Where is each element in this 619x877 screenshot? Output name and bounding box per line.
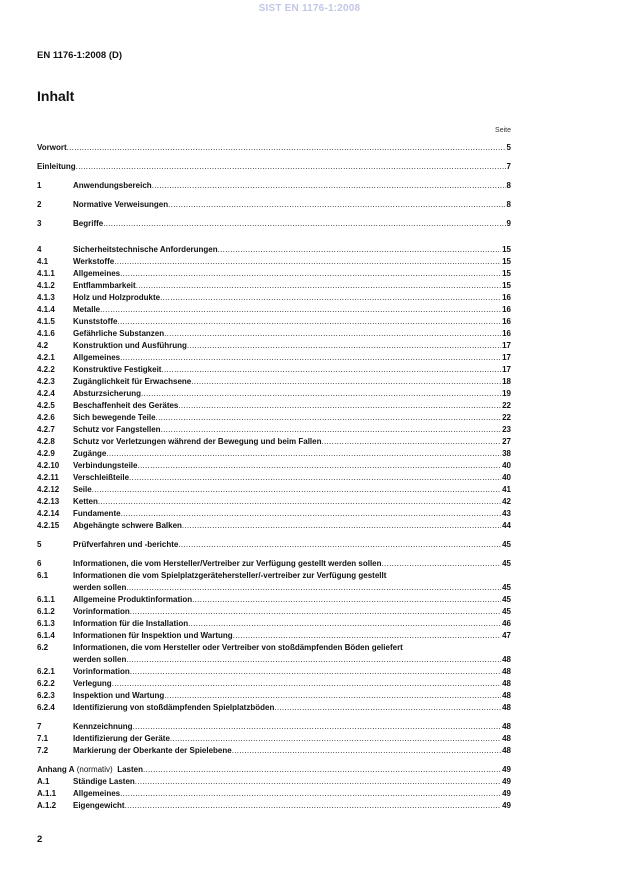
- dot-leader: [120, 788, 501, 800]
- page-number: 2: [37, 834, 43, 845]
- dot-leader: [143, 764, 501, 776]
- toc-entry-title: Zugänglichkeit für Erwachsene: [73, 377, 192, 386]
- toc-entry-title: Kunststoffe: [73, 317, 118, 326]
- toc-entry-title: Allgemeines: [73, 353, 121, 362]
- toc-entry-number: 4: [37, 245, 42, 254]
- toc-entry-number: 3: [37, 219, 42, 228]
- toc-entry[interactable]: [37, 642, 511, 654]
- toc-entry[interactable]: [37, 436, 511, 448]
- toc-entry-number: 4.2.1: [37, 353, 55, 362]
- toc-entry-page: 16: [502, 317, 511, 326]
- toc-entry-title: Gefährliche Substanzen: [73, 329, 165, 338]
- toc-entry-number: 4.1.6: [37, 329, 55, 338]
- dot-leader: [152, 180, 506, 199]
- dot-leader: [182, 520, 501, 532]
- dot-leader: [321, 436, 501, 448]
- toc-entry-page: 18: [502, 377, 511, 386]
- toc-entry-title: Allgemeines: [73, 269, 121, 278]
- toc-entry-title: Einleitung: [37, 162, 76, 171]
- toc-entry-number: 4.1.4: [37, 305, 55, 314]
- toc-entry-page: 49: [502, 801, 511, 810]
- dot-leader: [187, 340, 501, 352]
- toc-entry-title: Informationen, die vom Hersteller/Vertreiber zur Verfügung gestellt werden sollen: [73, 559, 382, 568]
- toc-entry-page: 48: [502, 703, 511, 712]
- dot-leader: [191, 376, 501, 388]
- toc-entry[interactable]: [37, 666, 511, 678]
- toc-entry-page: 41: [502, 485, 511, 494]
- toc-entry-page: 48: [502, 734, 511, 743]
- toc-entry-page: 48: [502, 722, 511, 731]
- toc-entry-number: 6.1.1: [37, 595, 55, 604]
- toc-entry[interactable]: [37, 340, 511, 352]
- toc-entry[interactable]: [37, 764, 511, 776]
- toc-entry-page: 45: [502, 583, 511, 592]
- toc-entry-page: 15: [502, 281, 511, 290]
- toc-entry-number: 6.1.2: [37, 607, 55, 616]
- toc-entry-page: 47: [502, 631, 511, 640]
- page-title: Inhalt: [37, 88, 75, 104]
- toc-entry-page: 27: [502, 437, 511, 446]
- toc-entry[interactable]: [37, 460, 511, 472]
- toc-entry-number: 4.2.11: [37, 473, 59, 482]
- toc-entry[interactable]: [37, 570, 511, 582]
- toc-entry-title: Kennzeichnung: [73, 722, 133, 731]
- dot-leader: [100, 304, 501, 316]
- toc-entry[interactable]: [37, 376, 511, 388]
- toc-entry[interactable]: [37, 244, 511, 256]
- toc-entry-title: Allgemeine Produktinformation: [73, 595, 193, 604]
- dot-leader: [129, 472, 501, 484]
- toc-entry-number: 4.1.1: [37, 269, 55, 278]
- toc-entry-title: Ketten: [73, 497, 98, 506]
- toc-group: [37, 764, 511, 812]
- dot-leader: [164, 328, 501, 340]
- toc-indent: [37, 654, 73, 666]
- dot-leader: [161, 364, 501, 376]
- toc-entry-page: 48: [502, 667, 511, 676]
- toc-entry-title: Markierung der Oberkante der Spielebene: [73, 746, 232, 755]
- toc-entry-title: Zugänge: [73, 449, 107, 458]
- toc-entry-title: Information für die Installation: [73, 619, 189, 628]
- toc-entry-page: 17: [502, 365, 511, 374]
- toc-group: [37, 142, 511, 237]
- toc-entry-page: 49: [502, 789, 511, 798]
- toc-entry[interactable]: [37, 388, 511, 400]
- toc-entry-page: 45: [502, 540, 511, 549]
- toc-entry-page: 40: [502, 461, 511, 470]
- toc-entry[interactable]: [37, 412, 511, 424]
- dot-leader: [382, 558, 502, 570]
- toc-entry-title: Verlegung: [73, 679, 112, 688]
- toc-entry-page: 7: [506, 162, 511, 171]
- toc-entry-number: 4.1.5: [37, 317, 55, 326]
- toc-entry-number: 4.2.4: [37, 389, 55, 398]
- toc-entry-page: 23: [502, 425, 511, 434]
- toc-entry-title: Verschleißteile: [73, 473, 130, 482]
- toc-entry[interactable]: [37, 690, 511, 702]
- toc-entry-number: 4.2.8: [37, 437, 55, 446]
- dot-leader: [233, 630, 501, 642]
- dot-leader: [133, 721, 502, 733]
- toc-entry-title: Werkstoffe: [73, 257, 115, 266]
- toc-entry-page: 49: [502, 777, 511, 786]
- dot-leader: [126, 654, 501, 666]
- toc-entry-number: 5: [37, 540, 42, 549]
- toc-entry[interactable]: [37, 776, 511, 788]
- toc-entry[interactable]: [37, 721, 511, 733]
- toc-entry-note: (normativ): [76, 765, 113, 774]
- toc-entry-title: Vorinformation: [73, 607, 130, 616]
- toc-entry[interactable]: [37, 142, 511, 161]
- toc-entry-number: 6.2: [37, 643, 49, 652]
- dot-leader: [232, 745, 501, 757]
- toc-entry-continuation[interactable]: [37, 654, 511, 666]
- dot-leader: [168, 199, 505, 218]
- dot-leader: [156, 412, 502, 424]
- dot-leader: [188, 618, 501, 630]
- table-of-contents: [37, 142, 511, 812]
- toc-entry-number: 4.1.3: [37, 293, 55, 302]
- toc-entry-page: 22: [502, 401, 511, 410]
- toc-entry-title: Seile: [73, 485, 92, 494]
- toc-entry-page: 5: [506, 143, 511, 152]
- toc-group: [37, 539, 511, 551]
- toc-entry-title: Normative Verweisungen: [73, 200, 169, 209]
- toc-entry-number: 7.1: [37, 734, 49, 743]
- toc-entry-page: 17: [502, 353, 511, 362]
- toc-entry[interactable]: [37, 508, 511, 520]
- dot-leader: [120, 352, 501, 364]
- toc-entry-number: 4.2.9: [37, 449, 55, 458]
- toc-entry[interactable]: [37, 316, 511, 328]
- toc-entry[interactable]: [37, 558, 511, 570]
- toc-entry-title: Anwendungsbereich: [73, 181, 152, 190]
- toc-entry-title: Identifizierung von stoßdämpfenden Spielplatzböden: [73, 703, 275, 712]
- toc-entry-page: 40: [502, 473, 511, 482]
- dot-leader: [218, 244, 501, 256]
- toc-entry-number: 4.2.3: [37, 377, 55, 386]
- toc-entry-page: 16: [502, 305, 511, 314]
- toc-entry-page: 48: [502, 655, 511, 664]
- toc-entry-title: Ständige Lasten: [73, 777, 135, 786]
- toc-entry-title: Identifizierung der Geräte: [73, 734, 170, 743]
- dot-leader: [98, 496, 501, 508]
- toc-entry[interactable]: [37, 520, 511, 532]
- toc-entry-number: 4.2.13: [37, 497, 60, 506]
- toc-entry-page: 15: [502, 245, 511, 254]
- toc-entry[interactable]: [37, 702, 511, 714]
- toc-entry-page: 43: [502, 509, 511, 518]
- dot-leader: [120, 268, 501, 280]
- toc-entry-title-continuation: werden sollen: [73, 655, 127, 664]
- dot-leader: [103, 218, 505, 237]
- dot-leader: [160, 292, 501, 304]
- dot-leader: [274, 702, 501, 714]
- toc-entry-number: 4.2.5: [37, 401, 55, 410]
- toc-entry-number: 4.2.14: [37, 509, 60, 518]
- toc-entry-title: Vorwort: [37, 143, 67, 152]
- toc-entry-page: 15: [502, 257, 511, 266]
- toc-entry-title: Informationen, die vom Hersteller oder Vertreiber von stoßdämpfenden Böden geliefert: [73, 643, 403, 652]
- dot-leader: [130, 606, 501, 618]
- dot-leader: [117, 316, 501, 328]
- toc-entry-title: Holz und Holzprodukte: [73, 293, 161, 302]
- dot-leader: [178, 539, 501, 551]
- toc-entry[interactable]: [37, 606, 511, 618]
- toc-entry[interactable]: [37, 678, 511, 690]
- toc-entry-title: Sich bewegende Teile: [73, 413, 156, 422]
- toc-entry-number: 6.1.4: [37, 631, 55, 640]
- toc-entry-page: 16: [502, 293, 511, 302]
- toc-group: [37, 558, 511, 714]
- toc-entry[interactable]: [37, 800, 511, 812]
- dot-leader: [67, 142, 506, 161]
- toc-entry-page: 48: [502, 746, 511, 755]
- toc-entry-title: Vorinformation: [73, 667, 130, 676]
- toc-entry[interactable]: [37, 472, 511, 484]
- toc-entry-number: 6.2.1: [37, 667, 55, 676]
- toc-entry[interactable]: [37, 364, 511, 376]
- watermark: SIST EN 1176-1:2008: [258, 3, 361, 14]
- toc-entry[interactable]: [37, 745, 511, 757]
- toc-entry[interactable]: [37, 218, 511, 237]
- toc-entry-number: 4.2.2: [37, 365, 55, 374]
- document-header: EN 1176-1:2008 (D): [37, 50, 123, 61]
- toc-entry-page: 16: [502, 329, 511, 338]
- toc-entry[interactable]: [37, 788, 511, 800]
- toc-entry-page: 38: [502, 449, 511, 458]
- toc-entry-page: 45: [502, 607, 511, 616]
- toc-entry-page: 9: [506, 219, 511, 228]
- dot-leader: [137, 460, 501, 472]
- toc-entry-title: Konstruktion und Ausführung: [73, 341, 187, 350]
- dot-leader: [161, 424, 502, 436]
- toc-entry[interactable]: [37, 199, 511, 218]
- toc-entry[interactable]: [37, 618, 511, 630]
- dot-leader: [130, 666, 501, 678]
- toc-entry[interactable]: [37, 400, 511, 412]
- dot-leader: [121, 508, 502, 520]
- toc-entry-page: 44: [502, 521, 511, 530]
- toc-entry-page: 17: [502, 341, 511, 350]
- toc-entry-title: Prüfverfahren und -berichte: [73, 540, 179, 549]
- dot-leader: [164, 690, 501, 702]
- toc-entry-title: Verbindungsteile: [73, 461, 138, 470]
- toc-entry-number: 4.2.6: [37, 413, 55, 422]
- dot-leader: [112, 678, 501, 690]
- toc-entry-page: 42: [502, 497, 511, 506]
- toc-entry-number: 4.1.2: [37, 281, 55, 290]
- toc-entry-title-continuation: werden sollen: [73, 583, 127, 592]
- toc-entry-title: Konstruktive Festigkeit: [73, 365, 162, 374]
- toc-entry-number: 4.2.10: [37, 461, 60, 470]
- toc-entry-number: 2: [37, 200, 42, 209]
- dot-leader: [106, 448, 501, 460]
- dot-leader: [126, 582, 501, 594]
- toc-entry-title: Eigengewicht: [73, 801, 125, 810]
- page-column-label: Seite: [495, 127, 511, 134]
- toc-entry-page: 45: [502, 595, 511, 604]
- toc-entry-title-suffix: Lasten: [117, 765, 143, 774]
- toc-entry-page: 22: [502, 413, 511, 422]
- toc-entry-title: Sicherheitstechnische Anforderungen: [73, 245, 218, 254]
- toc-entry-page: 19: [502, 389, 511, 398]
- toc-entry-number: 4.2: [37, 341, 49, 350]
- toc-entry-title: Beschaffenheit des Gerätes: [73, 401, 179, 410]
- toc-entry-title: Begriffe: [73, 219, 104, 228]
- toc-entry-page: 8: [506, 181, 511, 190]
- toc-entry-number: A.1.1: [37, 789, 57, 798]
- toc-entry-page: 8: [506, 200, 511, 209]
- toc-entry-title: Allgemeines: [73, 789, 121, 798]
- toc-entry-number: 6.2.2: [37, 679, 55, 688]
- toc-entry-number: 6.1.3: [37, 619, 55, 628]
- toc-entry[interactable]: [37, 594, 511, 606]
- dot-leader: [125, 800, 502, 812]
- dot-leader: [192, 594, 501, 606]
- toc-indent: [37, 582, 73, 594]
- toc-entry-page: 15: [502, 269, 511, 278]
- toc-entry-title: Schutz vor Fangstellen: [73, 425, 161, 434]
- toc-entry-title: Informationen die vom Spielplatzgerätehersteller/-vertreiber zur Verfügung gestellt: [73, 571, 387, 580]
- toc-entry-title: Entflammbarkeit: [73, 281, 136, 290]
- toc-entry[interactable]: [37, 304, 511, 316]
- toc-entry[interactable]: [37, 539, 511, 551]
- dot-leader: [178, 400, 501, 412]
- toc-entry-number: 4.2.15: [37, 521, 60, 530]
- dot-leader: [170, 733, 501, 745]
- toc-entry-number: 7: [37, 722, 42, 731]
- toc-entry-title: Fundamente: [73, 509, 121, 518]
- toc-group: [37, 244, 511, 532]
- toc-entry-title: Schutz vor Verletzungen während der Bewegung und beim Fallen: [73, 437, 322, 446]
- toc-entry-page: 48: [502, 691, 511, 700]
- toc-group: [37, 721, 511, 757]
- toc-entry[interactable]: [37, 630, 511, 642]
- toc-entry-title: Metalle: [73, 305, 101, 314]
- toc-entry[interactable]: [37, 256, 511, 268]
- toc-entry[interactable]: [37, 424, 511, 436]
- toc-entry[interactable]: [37, 328, 511, 340]
- toc-entry[interactable]: [37, 496, 511, 508]
- toc-entry-continuation[interactable]: [37, 582, 511, 594]
- dot-leader: [76, 161, 506, 180]
- toc-entry-number: 4.1: [37, 257, 49, 266]
- toc-entry-number: 4.2.12: [37, 485, 60, 494]
- toc-entry-page: 45: [502, 559, 511, 568]
- toc-entry[interactable]: [37, 180, 511, 199]
- toc-entry-title: Abgehängte schwere Balken: [73, 521, 182, 530]
- toc-entry-page: 48: [502, 679, 511, 688]
- toc-entry-number: A.1.2: [37, 801, 57, 810]
- toc-entry-title: Informationen für Inspektion und Wartung: [73, 631, 233, 640]
- toc-entry-number: 6.1: [37, 571, 49, 580]
- toc-entry[interactable]: [37, 733, 511, 745]
- toc-entry[interactable]: [37, 352, 511, 364]
- toc-entry-number: A.1: [37, 777, 50, 786]
- toc-entry-title: Anhang A: [37, 765, 75, 774]
- toc-entry-title: Absturzsicherung: [73, 389, 142, 398]
- toc-entry-title: Inspektion und Wartung: [73, 691, 165, 700]
- dot-leader: [92, 484, 501, 496]
- toc-entry-page: 46: [502, 619, 511, 628]
- toc-entry-number: 6: [37, 559, 42, 568]
- toc-entry[interactable]: [37, 292, 511, 304]
- toc-entry-number: 1: [37, 181, 42, 190]
- toc-entry[interactable]: [37, 161, 511, 180]
- toc-entry[interactable]: [37, 484, 511, 496]
- toc-entry[interactable]: [37, 448, 511, 460]
- toc-entry-number: 6.2.3: [37, 691, 55, 700]
- toc-entry[interactable]: [37, 280, 511, 292]
- toc-entry[interactable]: [37, 268, 511, 280]
- dot-leader: [135, 776, 501, 788]
- toc-entry-number: 7.2: [37, 746, 49, 755]
- toc-entry-number: 6.2.4: [37, 703, 55, 712]
- toc-entry-page: 49: [502, 765, 511, 774]
- toc-entry-number: 4.2.7: [37, 425, 55, 434]
- dot-leader: [114, 256, 501, 268]
- dot-leader: [136, 280, 501, 292]
- dot-leader: [141, 388, 501, 400]
